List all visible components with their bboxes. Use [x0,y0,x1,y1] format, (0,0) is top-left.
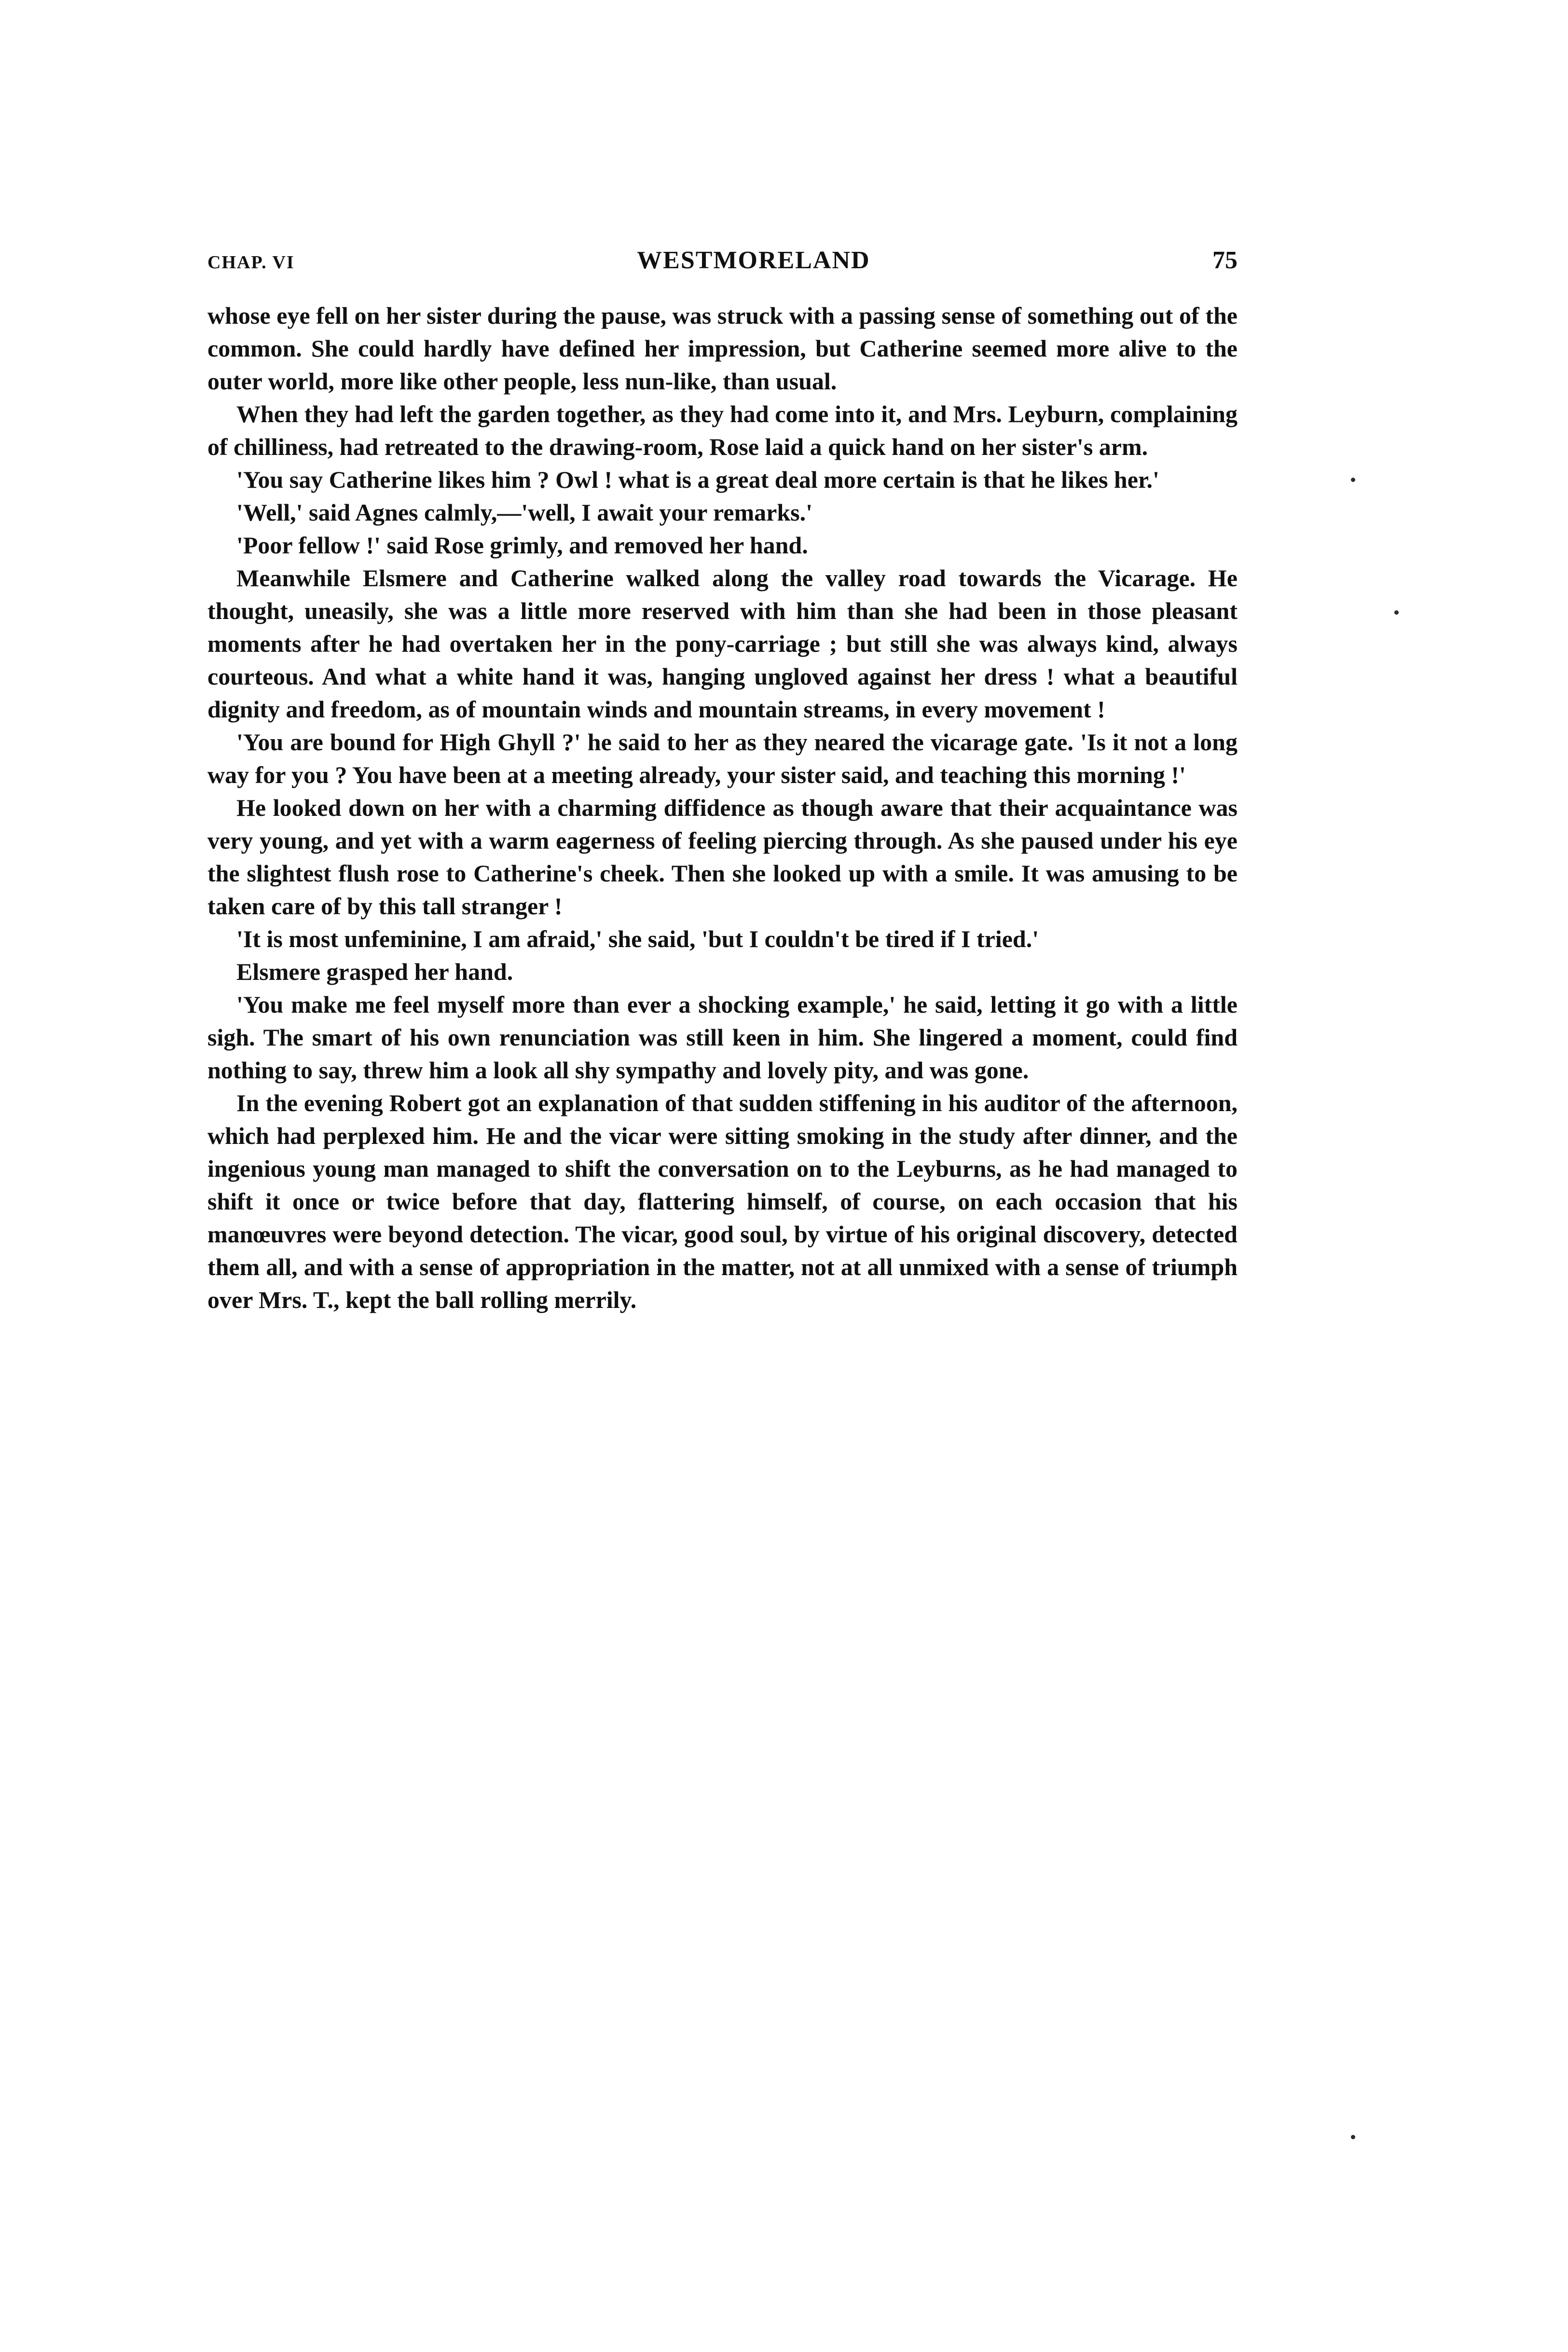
paragraph: 'Well,' said Agnes calmly,—'well, I await your remarks.' [236,499,812,526]
speck-mark-icon [1351,478,1355,482]
paragraph: 'You make me feel myself more than ever a shocking example,' he said, letting it go with a little sigh. The smart of his own renunciation was still keen in him. She lingered a moment, could find nothing to say, threw him a look all shy sympathy and lovely pity, and was gone. [207,991,1238,1084]
paragraph: Meanwhile Elsmere and Catherine walked along the valley road towards the Vicarage. He thought, uneasily, she was a little more reserved with him than she had been in those pleasant moments after he had overtaken her in the pony-carriage ; but still she was always kind, always courteous. And what a white hand it was, hanging ungloved against her dress ! what a beautiful dignity and freedom, as of mountain winds and mountain streams, in every movement ! [207,564,1238,723]
page-number: 75 [1212,247,1238,274]
running-title: WESTMORELAND [637,247,870,274]
body-text [207,299,1238,1316]
paragraph: whose eye fell on her sister during the pause, was struck with a passing sense of something out of the common. She could hardly have defined her impression, but Catherine seemed more alive to the outer world, more like other people, less nun-like, than usual. [207,302,1238,395]
speck-mark-icon [1351,2135,1355,2139]
paragraph: 'You say Catherine likes him ? Owl ! what is a great deal more certain is that he likes her.' [236,466,1159,493]
paragraph: In the evening Robert got an explanation of that sudden stiffening in his auditor of the afternoon, which had perplexed him. He and the vicar were sitting smoking in the study after dinner, and the ingenious young man managed to shift the conversation on to the Leyburns, as he had managed to shift it once or twice before that day, flattering himself, of course, on each occasion that his manœuvres were beyond detection. The vicar, good soul, by virtue of his original discovery, detected them all, and with a sense of appropriation in the matter, not at all unmixed with a sense of triumph over Mrs. T., kept the ball rolling merrily. [207,1089,1238,1313]
page-header [207,246,1238,275]
paragraph: 'You are bound for High Ghyll ?' he said to her as they neared the vicarage gate. 'Is it not a long way for you ? You have been at a meeting already, your sister said, and teaching this morning !' [207,729,1238,788]
paragraph: When they had left the garden together, as they had come into it, and Mrs. Leyburn, complaining of chilliness, had retreated to the drawing-room, Rose laid a quick hand on her sister's arm. [207,400,1238,460]
chapter-label: CHAP. VI [207,252,295,273]
paragraph: 'It is most unfeminine, I am afraid,' she said, 'but I couldn't be tired if I tried.' [236,925,1039,952]
paragraph: 'Poor fellow !' said Rose grimly, and removed her hand. [236,532,808,559]
paragraph: He looked down on her with a charming diffidence as though aware that their acquaintance was very young, and yet with a warm eagerness of feeling piercing through. As she paused under his eye the slightest flush rose to Catherine's cheek. Then she looked up with a smile. It was amusing to be taken care of by this tall stranger ! [207,794,1238,920]
paragraph: Elsmere grasped her hand. [236,958,513,985]
speck-mark-icon [1394,610,1399,615]
